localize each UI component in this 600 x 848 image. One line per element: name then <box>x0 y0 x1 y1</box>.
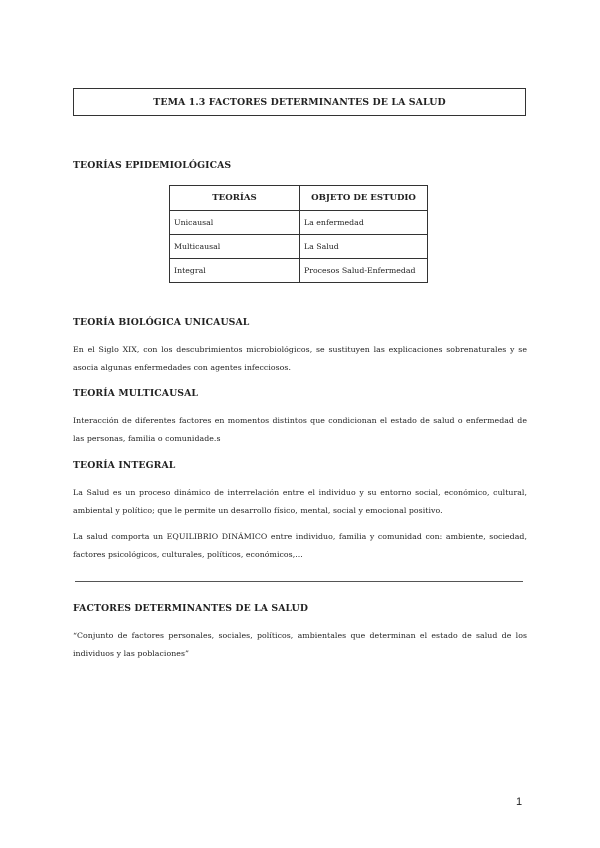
heading-teorias-epidemiologicas: TEORÍAS EPIDEMIOLÓGICAS <box>73 160 232 171</box>
horizontal-divider <box>75 581 523 582</box>
paragraph-integral-2: La salud comporta un EQUILIBRIO DINÁMICO entre individuo, familia y comunidad con: ambiente, sociedad, factores psicológicos, culturales, políticos, económicos,... <box>73 532 527 559</box>
paragraph-unicausal: En el Siglo XIX, con los descubrimientos microbiológicos, se sustituyen las explicaciones sobrenaturales y se asocia algunas enfermedades con agentes infecciosos. <box>73 345 527 372</box>
paragraph-factores: “Conjunto de factores personales, sociales, políticos, ambientales que determinan el estado de salud de los individuos y las poblaciones” <box>73 631 527 658</box>
heading-teoria-integral: TEORÍA INTEGRAL <box>73 460 176 471</box>
table-cell: Procesos Salud-Enfermedad <box>300 259 428 283</box>
table-cell: Unicausal <box>170 211 300 235</box>
table-row <box>170 259 428 283</box>
table-cell: La enfermedad <box>300 211 428 235</box>
heading-teoria-multicausal: TEORÍA MULTICAUSAL <box>73 388 199 399</box>
page-number: 1 <box>516 796 523 808</box>
paragraph-integral-1: La Salud es un proceso dinámico de interrelación entre el individuo y su entorno social, económico, cultural, ambiental y político; que le permite un desarrollo físico, mental, social y emocional positivo. <box>73 488 527 515</box>
table-cell: Integral <box>170 259 300 283</box>
table-cell: La Salud <box>300 235 428 259</box>
table-header-cell: TEORÍAS <box>170 186 300 211</box>
heading-teoria-unicausal: TEORÍA BIOLÓGICA UNICAUSAL <box>73 317 250 328</box>
table-row <box>170 235 428 259</box>
page-title: TEMA 1.3 FACTORES DETERMINANTES DE LA SALUD <box>73 88 526 116</box>
theories-table <box>169 185 428 283</box>
paragraph-multicausal: Interacción de diferentes factores en momentos distintos que condicionan el estado de salud o enfermedad de las personas, familia o comunidade.s <box>73 416 527 443</box>
table-header-row <box>170 186 428 211</box>
heading-factores-determinantes: FACTORES DETERMINANTES DE LA SALUD <box>73 603 309 614</box>
table-header-cell: OBJETO DE ESTUDIO <box>300 186 428 211</box>
table-cell: Multicausal <box>170 235 300 259</box>
table-row <box>170 211 428 235</box>
